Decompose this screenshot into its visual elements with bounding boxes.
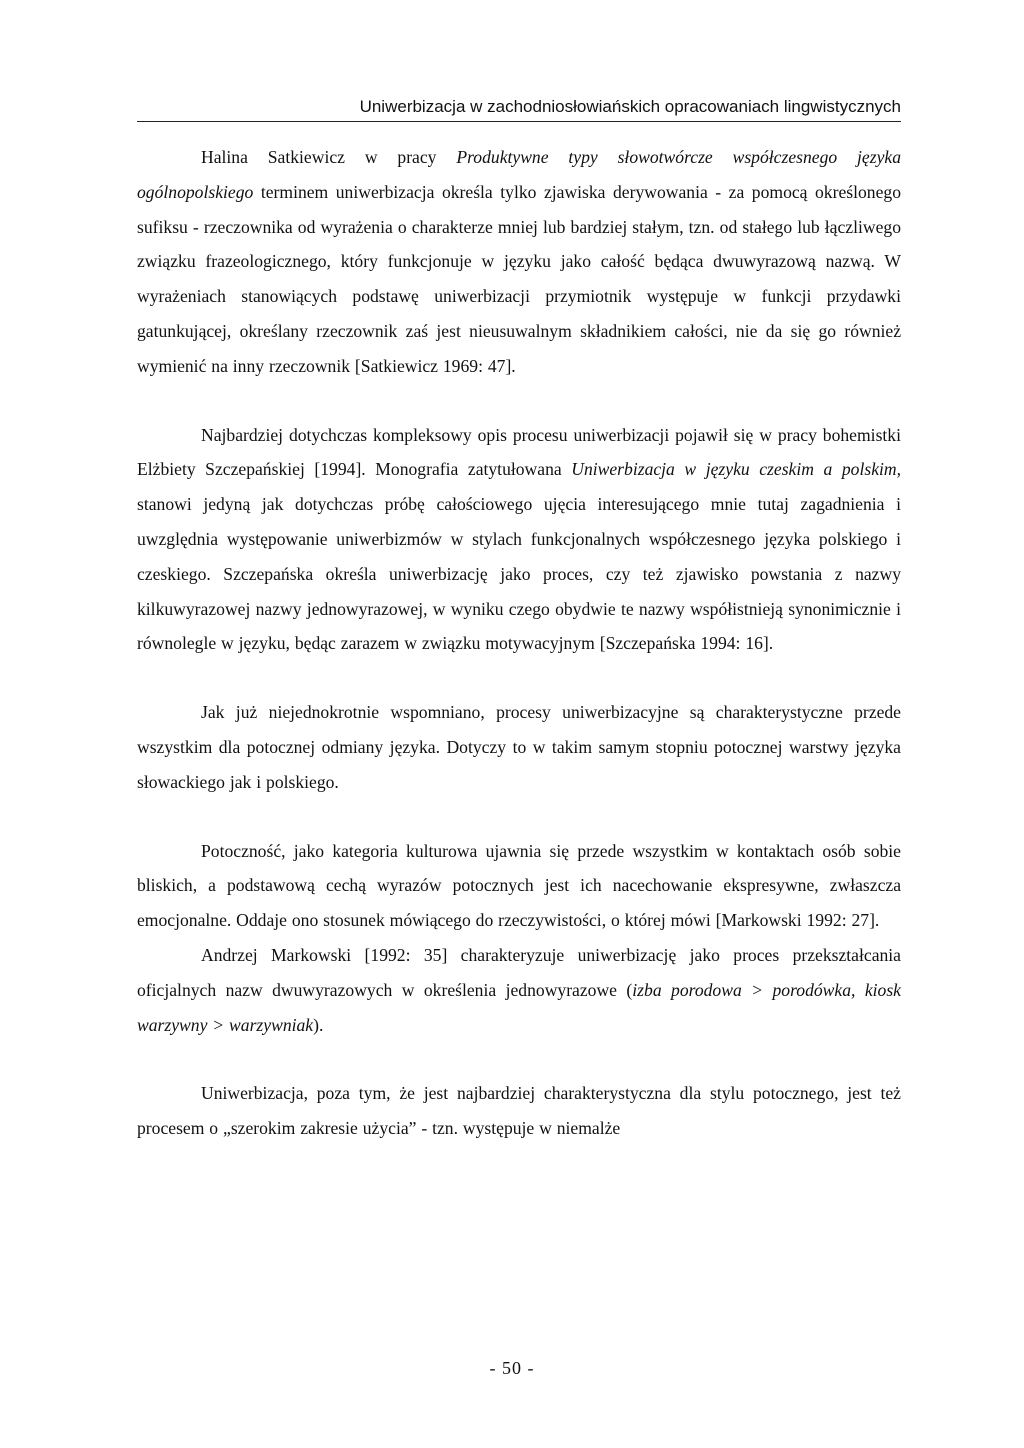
paragraph-text: Uniwerbizacja, poza tym, że jest najbardziej charakterystyczna dla stylu potocznego, jest też procesem o „szerokim zakresie użycia” - tzn. występuje w niemalże	[137, 1083, 901, 1139]
paragraph-text: Andrzej Markowski [1992: 35] charakteryzuje uniwerbizację jako proces przekształcania oficjalnych nazw dwuwyrazowych w określenia jednowyrazowe (	[137, 944, 901, 1000]
paragraph-potocznosc	[137, 834, 901, 938]
running-header: Uniwerbizacja w zachodniosłowiańskich opracowaniach lingwistycznych	[137, 96, 901, 122]
page-number: - 50 -	[489, 1358, 535, 1378]
examples: izba porodowa > porodówka, kiosk warzywny > warzywniak	[137, 979, 901, 1035]
book-title: Uniwerbizacja w języku czeskim a polskim,	[571, 459, 902, 480]
paragraph-text: Potoczność, jako kategoria kulturowa ujawnia się przede wszystkim w kontaktach osób sobie bliskich, a podstawową cechą wyrazów potocznych jest ich nacechowanie ekspresywne, zwłaszcza emocjonalne. Oddaje ono stosunek mówiącego do rzeczywistości, o której mówi [Markowski 1992: 27].	[137, 840, 901, 931]
paragraph-colloquial	[137, 695, 901, 799]
paragraph-satkiewicz	[137, 140, 901, 384]
book-title: Produktywne typy słowotwórcze współczesnego języka ogólnopolskiego	[137, 147, 901, 202]
paragraph-szczepanska	[137, 418, 901, 662]
paragraph-text: terminem uniwerbizacja określa tylko zjawiska derywowania - za pomocą określonego sufiksu - rzeczownika od wyrażenia o charakterze mniej lub bardziej stałym, tzn. od stałego lub łączliwego związku frazeologicznego, który funkcjonuje w języku jako całość będąca dwuwyrazową nazwą. W wyrażeniach stanowiących podstawę uniwerbizacji przymiotnik występuje w funkcji przydawki gatunkującej, określany rzeczownik zaś jest nieusuwalnym składnikiem całości, nie da się go również wymienić na inny rzeczownik [Satkiewicz 1969: 47].	[137, 181, 901, 376]
paragraph-text: Jak już niejednokrotnie wspomniano, procesy uniwerbizacyjne są charakterystyczne przede wszystkim dla potocznej odmiany języka. Dotyczy to w takim samym stopniu potocznej warstwy języka słowackiego jak i polskiego.	[137, 702, 901, 792]
paragraph-text: ).	[313, 1014, 324, 1035]
paragraph-text: Halina Satkiewicz w pracy	[201, 147, 457, 167]
paragraph-markowski	[137, 938, 901, 1042]
paragraph-uniwerbizacja	[137, 1076, 901, 1146]
page-body	[137, 140, 901, 1146]
paragraph-text: Najbardziej dotychczas kompleksowy opis procesu uniwerbizacji pojawił się w pracy bohemistki Elżbiety Szczepańskiej [1994]. Monografia zatytułowana	[137, 424, 901, 480]
paragraph-text: stanowi jedyną jak dotychczas próbę całościowego ujęcia interesującego mnie tutaj zagadnienia i uwzględnia występowanie uniwerbizmów w stylach funkcjonalnych współczesnego języka polskiego i czeskiego. Szczepańska określa uniwerbizację jako proces, czy też zjawisko powstania z nazwy kilkuwyrazowej nazwy jednowyrazowej, w wyniku czego obydwie te nazwy współistnieją synonimicznie i równolegle w języku, będąc zarazem w związku motywacyjnym [Szczepańska 1994: 16].	[137, 494, 901, 654]
